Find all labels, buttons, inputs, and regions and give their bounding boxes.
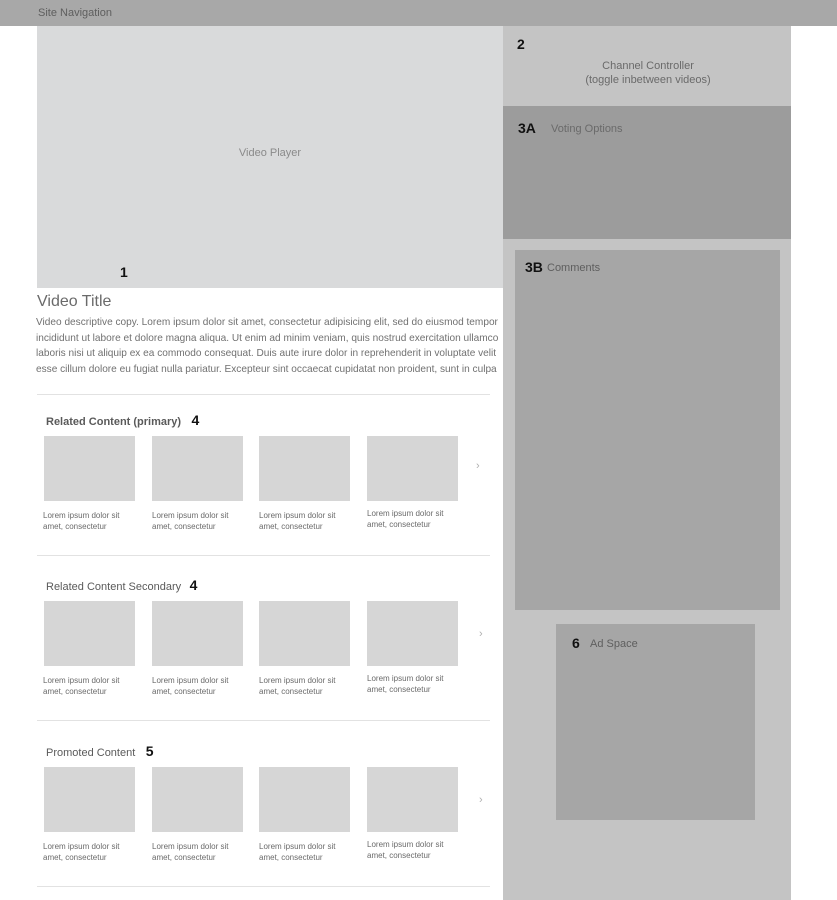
related-primary-title: Related Content (primary): [46, 416, 182, 428]
related-secondary-thumbnail[interactable]: [367, 601, 458, 666]
promoted-content-caption[interactable]: Lorem ipsum dolor sit amet, consectetur: [152, 842, 229, 862]
related-secondary-caption[interactable]: Lorem ipsum dolor sit amet, consectetur: [152, 676, 229, 696]
site-navigation-bar[interactable]: [0, 0, 837, 26]
related-primary-number: 4: [191, 412, 200, 428]
related-secondary-header: [46, 577, 197, 595]
divider: [37, 555, 490, 556]
voting-options-label: Voting Options: [551, 123, 623, 135]
divider: [37, 394, 490, 395]
related-primary-header: [46, 412, 199, 430]
promoted-content-header: [46, 743, 154, 761]
divider: [37, 886, 490, 887]
related-secondary-number: 4: [189, 577, 198, 593]
related-primary-thumbnail[interactable]: [259, 436, 350, 501]
related-primary-caption[interactable]: Lorem ipsum dolor sit amet, consectetur: [367, 509, 444, 529]
related-secondary-thumbnail[interactable]: [259, 601, 350, 666]
comments-label: Comments: [547, 262, 601, 274]
comments-number: 3B: [525, 259, 543, 275]
related-primary-thumbnail[interactable]: [367, 436, 458, 501]
promoted-content-thumbnail[interactable]: [44, 767, 135, 832]
ad-space-number: 6: [572, 635, 580, 651]
ad-space-label: Ad Space: [590, 638, 638, 650]
channel-controller-label: [563, 59, 733, 87]
video-player[interactable]: [37, 26, 503, 288]
promoted-content-thumbnail[interactable]: [367, 767, 458, 832]
video-player-number: 1: [120, 264, 128, 280]
promoted-content-caption[interactable]: Lorem ipsum dolor sit amet, consectetur: [43, 842, 120, 862]
site-navigation-label: Site Navigation: [38, 7, 112, 19]
right-column: [503, 26, 791, 900]
ad-space[interactable]: [556, 624, 755, 820]
voting-options-number: 3A: [518, 120, 536, 136]
related-secondary-thumbnail[interactable]: [152, 601, 243, 666]
related-primary-thumbnail[interactable]: [44, 436, 135, 501]
chevron-right-icon[interactable]: ›: [479, 794, 483, 806]
channel-controller-subtitle: (toggle inbetween videos): [585, 74, 711, 86]
promoted-content-caption[interactable]: Lorem ipsum dolor sit amet, consectetur: [259, 842, 336, 862]
related-secondary-thumbnail[interactable]: [44, 601, 135, 666]
related-primary-caption[interactable]: Lorem ipsum dolor sit amet, consectetur: [43, 511, 120, 531]
channel-controller[interactable]: [503, 26, 791, 106]
related-primary-caption[interactable]: Lorem ipsum dolor sit amet, consectetur: [152, 511, 229, 531]
voting-options-panel[interactable]: [503, 106, 791, 239]
comments-panel[interactable]: [515, 250, 780, 610]
related-secondary-title: Related Content Secondary: [46, 581, 182, 593]
chevron-right-icon[interactable]: ›: [479, 628, 483, 640]
promoted-content-caption[interactable]: Lorem ipsum dolor sit amet, consectetur: [367, 840, 444, 860]
video-title: Video Title: [37, 293, 112, 310]
channel-controller-title: Channel Controller: [602, 60, 694, 72]
related-secondary-caption[interactable]: Lorem ipsum dolor sit amet, consectetur: [367, 674, 444, 694]
promoted-content-thumbnail[interactable]: [259, 767, 350, 832]
promoted-content-title: Promoted Content: [46, 747, 136, 759]
video-player-label: Video Player: [238, 147, 302, 159]
chevron-right-icon[interactable]: ›: [476, 460, 480, 472]
divider: [37, 720, 490, 721]
promoted-content-thumbnail[interactable]: [152, 767, 243, 832]
video-description: Video descriptive copy. Lorem ipsum dolor sit amet, consectetur adipisicing elit, sed do eiusmod tempor incididunt ut labore et dolore magna aliqua. Ut enim ad minim veniam, quis nostrud exercitation ullamco laboris nisi ut aliquip ex ea commodo consequat. Duis aute irure dolor in reprehenderit in voluptate velit esse cillum dolore eu fugiat nulla pariatur. Excepteur sint occaecat cupidatat non proident, sunt in culpa: [36, 317, 499, 375]
related-primary-thumbnail[interactable]: [152, 436, 243, 501]
related-primary-caption[interactable]: Lorem ipsum dolor sit amet, consectetur: [259, 511, 336, 531]
promoted-content-number: 5: [145, 743, 154, 759]
channel-controller-number: 2: [517, 36, 525, 52]
related-secondary-caption[interactable]: Lorem ipsum dolor sit amet, consectetur: [43, 676, 120, 696]
related-secondary-caption[interactable]: Lorem ipsum dolor sit amet, consectetur: [259, 676, 336, 696]
